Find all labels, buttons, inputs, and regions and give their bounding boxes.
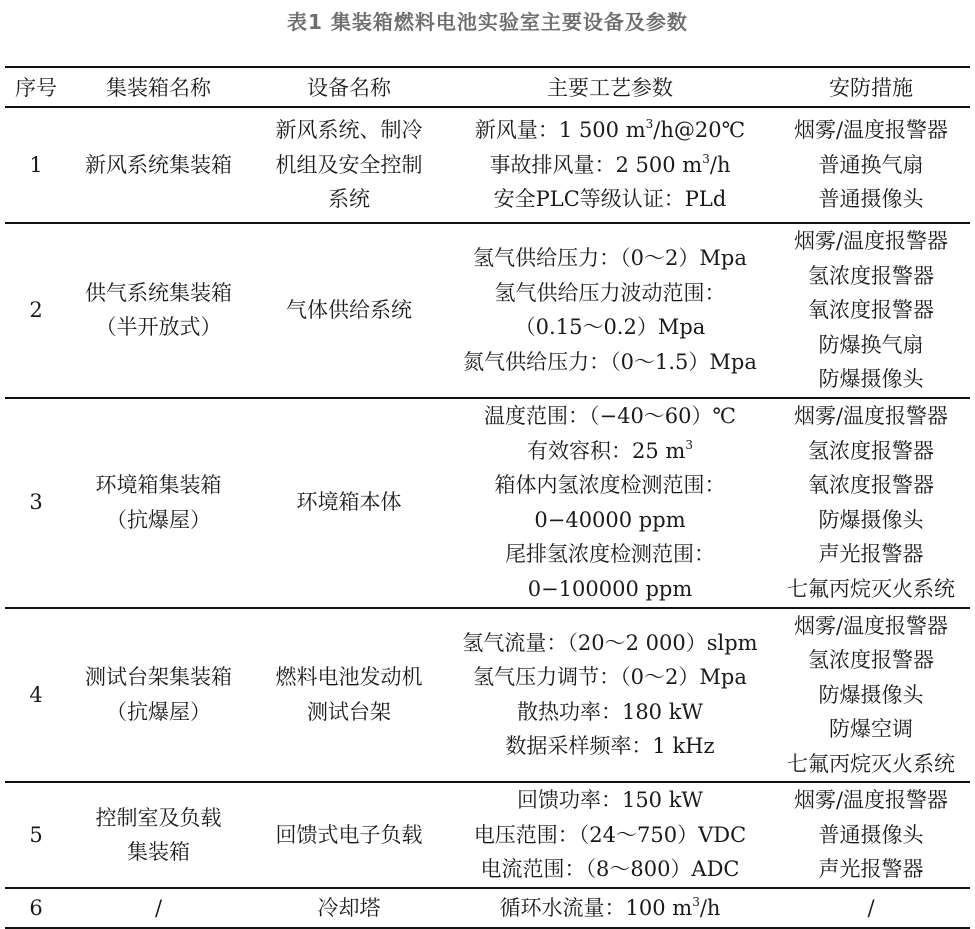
header-container-name: 集装箱名称 [67, 67, 250, 107]
process-params-cell [448, 107, 772, 223]
safety-measure-line: 七氟丙烷灭火系统 [787, 576, 955, 601]
param-text: 电压范围：（24～750）VDC [473, 822, 747, 847]
container-name-line: 控制室及负载 [95, 805, 222, 830]
param-superscript: 3 [702, 151, 710, 166]
equipment-name-cell [250, 888, 448, 928]
header-row [5, 67, 970, 107]
safety-measure-line: 氢浓度报警器 [808, 438, 934, 463]
param-text: 新风量：1 500 m [474, 118, 646, 143]
safety-measure-line: 氢浓度报警器 [808, 648, 934, 672]
safety-measure-line: 防爆摄像头 [818, 682, 924, 707]
table-caption: 表1 集装箱燃料电池实验室主要设备及参数 [287, 10, 688, 34]
header-no: 序号 [5, 67, 67, 107]
safety-measure-line: 防爆摄像头 [818, 367, 924, 391]
table-row [5, 608, 970, 783]
safety-measure-line: 防爆摄像头 [818, 507, 924, 532]
param-line [448, 783, 772, 818]
container-name-line: 测试台架集装箱 [85, 665, 232, 690]
param-superscript: 3 [692, 894, 700, 909]
container-name-cell [67, 608, 250, 783]
container-name-cell [67, 398, 250, 608]
safety-measures-cell [772, 398, 970, 608]
param-text: 氢气供给压力波动范围： [494, 280, 726, 305]
container-name-line: 集装箱 [127, 840, 190, 864]
equipment-name-cell [250, 782, 448, 888]
equipment-name-line: 气体供给系统 [286, 298, 412, 322]
equipment-name-line: 环境箱本体 [296, 490, 402, 515]
param-line [448, 399, 772, 434]
table-row [5, 223, 970, 398]
safety-measure-line: 声光报警器 [818, 857, 924, 882]
row-number-cell: 4 [5, 608, 67, 783]
safety-measure-line: 声光报警器 [818, 542, 924, 566]
header-equipment-name: 设备名称 [250, 67, 448, 107]
table-row [5, 782, 970, 888]
param-superscript: 3 [645, 117, 654, 132]
safety-measure-line: 普通换气扇 [818, 152, 924, 177]
param-line [448, 503, 772, 538]
param-text: 氮气供给压力：（0～1.5）Mpa [463, 349, 757, 374]
param-text: 有效容积：25 m [527, 438, 686, 463]
safety-measure-line: 防爆换气扇 [818, 332, 924, 357]
param-text: 循环水流量：100 m [499, 895, 693, 920]
safety-measure-line: 烟雾/温度报警器 [793, 613, 949, 638]
param-text: 安全PLC等级认证：PLd [493, 187, 727, 212]
equipment-name-line: 系统 [328, 187, 370, 212]
table-header [5, 67, 970, 107]
container-name-line: / [154, 895, 163, 920]
safety-measures-cell [772, 888, 970, 928]
param-text: 尾排氢浓度检测范围： [505, 542, 715, 566]
param-line [448, 310, 772, 345]
param-line [448, 818, 772, 853]
header-process-params: 主要工艺参数 [448, 67, 772, 107]
param-line [448, 891, 772, 926]
safety-measure-line: 防爆空调 [829, 717, 913, 741]
process-params-cell [448, 223, 772, 398]
safety-measures-cell [772, 223, 970, 398]
param-text: 回馈功率：150 kW [516, 788, 704, 813]
param-superscript: 3 [685, 437, 693, 452]
row-number-cell: 2 [5, 223, 67, 398]
row-number-cell: 6 [5, 888, 67, 928]
param-unit-suffix: /h@20℃ [653, 118, 746, 143]
container-name-cell [67, 782, 250, 888]
equipment-name-cell [250, 223, 448, 398]
param-line [448, 345, 772, 380]
safety-measure-line: 烟雾/温度报警器 [793, 788, 949, 813]
table-row [5, 107, 970, 223]
param-line [448, 626, 772, 661]
equipment-name-line: 冷却塔 [317, 895, 381, 920]
process-params-cell [448, 398, 772, 608]
table-row [5, 888, 970, 928]
param-text: 散热功率：180 kW [516, 699, 704, 724]
safety-measure-line: / [867, 895, 875, 920]
container-name-line: （半开放式） [95, 315, 222, 340]
header-safety-measures: 安防措施 [772, 67, 970, 107]
param-line [448, 276, 772, 311]
param-line [448, 695, 772, 730]
safety-measure-line: 普通摄像头 [818, 822, 924, 847]
process-params-cell [448, 782, 772, 888]
param-line [448, 852, 772, 887]
param-text: 数据采样频率：1 kHz [505, 734, 715, 759]
container-name-cell [67, 107, 250, 223]
param-text: 箱体内氢浓度检测范围： [494, 473, 726, 497]
container-name-line: 新风系统集装箱 [85, 152, 232, 177]
equipment-table [5, 66, 970, 929]
safety-measures-cell [772, 608, 970, 783]
safety-measure-line: 普通摄像头 [818, 187, 924, 212]
param-line [448, 113, 772, 148]
table-row [5, 398, 970, 608]
safety-measure-line: 氧浓度报警器 [808, 473, 934, 497]
param-text: （0.15～0.2）Mpa [514, 315, 706, 340]
param-line [448, 182, 772, 217]
equipment-name-line: 测试台架 [307, 699, 391, 724]
safety-measure-line: 氢浓度报警器 [808, 263, 934, 288]
param-text: 0−40000 ppm [534, 507, 686, 532]
row-number-cell: 1 [5, 107, 67, 223]
row-number-cell: 5 [5, 782, 67, 888]
container-name-line: （抗爆屋） [106, 507, 211, 532]
process-params-cell [448, 888, 772, 928]
process-params-cell [448, 608, 772, 783]
container-name-line: （抗爆屋） [106, 699, 211, 724]
table-body [5, 107, 970, 928]
equipment-name-cell [250, 608, 448, 783]
equipment-name-line: 机组及安全控制 [275, 152, 423, 177]
param-line [448, 660, 772, 695]
param-line [448, 537, 772, 572]
safety-measures-cell [772, 782, 970, 888]
safety-measures-cell [772, 107, 970, 223]
safety-measure-line: 烟雾/温度报警器 [793, 404, 949, 428]
param-unit-suffix: /h [709, 152, 731, 177]
equipment-name-line: 新风系统、制冷 [275, 118, 423, 143]
param-text: 氢气压力调节：（0～2）Mpa [473, 665, 747, 690]
param-text: 温度范围：（−40～60）℃ [483, 404, 737, 428]
container-name-cell [67, 223, 250, 398]
equipment-name-cell [250, 107, 448, 223]
safety-measure-line: 烟雾/温度报警器 [793, 118, 949, 143]
container-name-cell [67, 888, 250, 928]
safety-measure-line: 七氟丙烷灭火系统 [787, 751, 955, 776]
param-text: 氢气供给压力：（0～2）Mpa [473, 246, 747, 271]
param-line [448, 148, 772, 183]
safety-measure-line: 氧浓度报警器 [808, 298, 934, 322]
equipment-name-line: 燃料电池发动机 [275, 665, 423, 690]
param-text: 氢气流量：（20～2 000）slpm [462, 630, 758, 655]
equipment-name-line: 回馈式电子负载 [275, 822, 423, 847]
param-line [448, 434, 772, 469]
param-line [448, 572, 772, 607]
safety-measure-line: 烟雾/温度报警器 [793, 229, 949, 253]
param-text: 电流范围：（8～800）ADC [480, 857, 740, 882]
container-name-line: 供气系统集装箱 [85, 280, 232, 305]
param-line [448, 729, 772, 764]
param-unit-suffix: /h [699, 895, 721, 920]
param-text: 0−100000 ppm [527, 576, 693, 601]
row-number-cell: 3 [5, 398, 67, 608]
equipment-name-cell [250, 398, 448, 608]
container-name-line: 环境箱集装箱 [95, 473, 222, 497]
param-line [448, 241, 772, 276]
param-text: 事故排风量：2 500 m [489, 152, 703, 177]
param-line [448, 468, 772, 503]
